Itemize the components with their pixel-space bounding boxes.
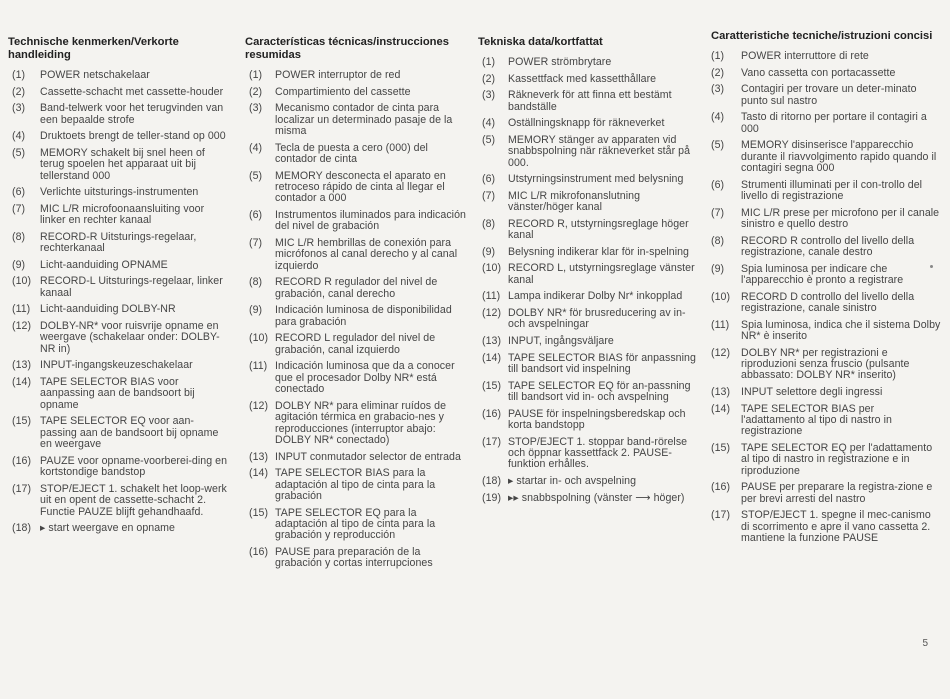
list-item <box>478 90 700 113</box>
item-text: Tecla de puesta a cero (000) del contador de cinta <box>275 141 428 165</box>
item-number: (9) <box>249 304 263 317</box>
item-number: (18) <box>482 474 502 487</box>
item-text: PAUSE para preparación de la grabación y cortas interrupciones <box>275 546 433 570</box>
list-item <box>478 191 700 214</box>
item-text: POWER netschakelaar <box>40 69 150 81</box>
item-number: (11) <box>12 303 31 316</box>
item-text: INPUT selettore degli ingressi <box>741 386 883 398</box>
item-number: (12) <box>482 306 502 319</box>
item-text: Strumenti illuminati per il con-trollo del livello di registrazione <box>741 178 923 202</box>
item-number: (1) <box>711 50 725 62</box>
list-item <box>245 468 467 502</box>
list-item <box>8 304 230 315</box>
list-item <box>711 51 941 62</box>
item-text: TAPE SELECTOR BIAS per l'adattamento al tipo di nastro in registrazione <box>741 402 892 438</box>
item-number: (14) <box>12 375 32 388</box>
item-number: (6) <box>482 173 496 186</box>
item-text: TAPE SELECTOR BIAS para la adaptación al tipo de cinta para la grabación <box>275 467 436 503</box>
list-item <box>711 140 941 174</box>
item-text: PAUSE per preparare la registra-zione e per brevi arresti del nastro <box>741 481 933 505</box>
item-text: MIC L/R prese per microfono per il canale sinistro e quello destro <box>741 206 940 230</box>
item-number: (2) <box>249 85 263 98</box>
item-number: (14) <box>482 351 502 364</box>
list-item <box>711 404 941 438</box>
list-item <box>478 353 700 376</box>
item-number: (10) <box>482 262 502 275</box>
item-text: MEMORY schakelt bij snel heen of terug spoelen het apparaat uit bij tellerstand 000 <box>40 146 205 182</box>
item-number: (6) <box>711 178 725 191</box>
item-number: (19) <box>482 491 502 504</box>
list-item <box>8 456 230 479</box>
item-text: TAPE SELECTOR BIAS voor aanpassing aan de bandsoort bij opname <box>40 375 195 411</box>
list-item <box>478 381 700 404</box>
item-text: Cassette-schacht met cassette-houder <box>40 85 224 98</box>
item-number: (6) <box>249 209 263 221</box>
item-text: TAPE SELECTOR EQ voor aan-passing aan de bandsoort bij opname en weergave <box>40 415 219 451</box>
item-number: (4) <box>711 111 725 124</box>
item-text: ▸ start weergave en opname <box>40 522 175 535</box>
list-item <box>711 510 941 544</box>
item-number: (15) <box>482 379 502 392</box>
list-item <box>245 143 467 166</box>
feature-list <box>8 70 230 535</box>
list-item <box>711 348 941 382</box>
item-number: (8) <box>12 230 26 243</box>
list-item <box>478 437 700 471</box>
item-text: Belysning indikerar klar för in-spelning <box>508 245 690 258</box>
list-item <box>478 493 700 504</box>
list-item <box>8 232 230 255</box>
list-item <box>245 277 467 300</box>
list-item <box>245 171 467 205</box>
list-item <box>478 476 700 487</box>
item-number: (7) <box>12 202 26 215</box>
item-text: Räkneverk för att finna ett bestämt bandställe <box>508 89 672 113</box>
item-number: (17) <box>12 482 32 495</box>
item-text: POWER strömbrytare <box>508 56 612 68</box>
list-item <box>245 361 467 395</box>
list-item <box>711 292 941 315</box>
list-item <box>478 118 700 129</box>
page-number: 5 <box>922 638 928 649</box>
item-text: Licht-aanduiding DOLBY-NR <box>40 303 176 316</box>
list-item <box>478 57 700 68</box>
item-text: Band-telwerk voor het terugvinden van een bepaalde strofe <box>40 102 224 126</box>
item-text: POWER interruptor de red <box>275 69 401 81</box>
list-item <box>478 263 700 286</box>
item-text: Tasto di ritorno per portare il contagiri a 000 <box>741 111 927 135</box>
item-text: PAUSE för inspelningsberedskap och korta bandstopp <box>508 407 686 431</box>
list-item <box>8 377 230 411</box>
item-number: (17) <box>711 509 731 522</box>
item-number: (10) <box>249 332 269 345</box>
item-number: (11) <box>711 318 730 331</box>
column-title: Caratteristiche tecniche/istruzioni concisi <box>711 30 933 42</box>
feature-list <box>478 57 700 504</box>
item-number: (1) <box>249 69 263 81</box>
item-text: Utstyrningsinstrument med belysning <box>508 173 684 186</box>
item-number: (5) <box>249 169 263 182</box>
item-number: (2) <box>482 72 496 85</box>
item-text: RECORD-R Uitsturings-regelaar, rechterkanaal <box>40 230 197 255</box>
item-text: MIC L/R mikrofonanslutning vänster/höger kanal <box>508 189 641 214</box>
item-text: Vano cassetta con portacassette <box>741 66 896 79</box>
item-number: (15) <box>249 506 269 519</box>
column-title: Technische kenmerken/Verkorte handleiding <box>8 36 179 61</box>
item-text: Contagiri per trovare un deter-minato punto sul nastro <box>741 83 917 107</box>
list-item <box>8 260 230 271</box>
item-number: (7) <box>711 206 725 219</box>
feature-list <box>711 51 941 545</box>
list-item <box>8 204 230 227</box>
list-item <box>245 333 467 356</box>
item-number: (5) <box>482 133 496 146</box>
item-number: (9) <box>482 245 496 258</box>
list-item <box>8 276 230 299</box>
item-number: (16) <box>482 407 502 420</box>
item-number: (16) <box>12 454 32 467</box>
column-spanish <box>245 36 467 575</box>
list-item <box>711 443 941 477</box>
item-text: DOLBY-NR* voor ruisvrije opname en weergave (schakelaar onder: DOLBY-NR in) <box>40 319 220 355</box>
list-item <box>245 508 467 542</box>
item-number: (13) <box>711 386 731 398</box>
item-number: (1) <box>12 69 26 81</box>
item-text: ▸ startar in- och avspelning <box>508 474 637 487</box>
item-number: (17) <box>482 435 502 448</box>
item-text: Druktoets brengt de teller-stand op 000 <box>40 130 226 143</box>
item-number: (8) <box>482 217 496 230</box>
item-text: Spia luminosa per indicare che l'apparecchio è pronto a registrare <box>741 262 904 286</box>
column-title: Características técnicas/instrucciones resumidas <box>245 36 449 61</box>
item-number: (9) <box>12 258 26 271</box>
item-number: (2) <box>12 85 26 98</box>
item-text: TAPE SELECTOR EQ för an-passning till bandsort vid in- och avspelning <box>508 379 691 403</box>
item-number: (9) <box>711 262 725 275</box>
item-number: (10) <box>12 275 32 288</box>
item-text: Compartimiento del cassette <box>275 85 411 98</box>
list-item <box>711 68 941 79</box>
item-number: (13) <box>249 450 269 463</box>
item-number: (4) <box>249 141 263 154</box>
print-speck <box>930 265 933 268</box>
item-text: Indicación luminosa de disponibilidad para grabación <box>275 304 452 328</box>
list-item <box>8 416 230 450</box>
item-number: (3) <box>249 102 263 115</box>
item-text: MEMORY stänger av apparaten vid snabbspolning när räkneverket står på 000. <box>508 133 691 169</box>
item-text: Licht-aanduiding OPNAME <box>40 258 168 271</box>
item-text: Mecanismo contador de cinta para localizar un determinado pasaje de la misma <box>275 102 453 137</box>
list-item <box>478 409 700 432</box>
item-text: Indicación luminosa que da a conocer que el procesador Dolby NR* está conectado <box>275 360 455 396</box>
list-item <box>478 135 700 169</box>
item-number: (16) <box>711 481 731 494</box>
item-text: POWER interruttore di rete <box>741 50 869 62</box>
item-number: (10) <box>711 290 731 303</box>
item-text: STOP/EJECT 1. stoppar band-rörelse och öppnar kassettfack 2. PAUSE-funktion erhålles. <box>508 435 688 471</box>
list-item <box>8 187 230 198</box>
item-number: (6) <box>12 186 26 199</box>
item-text: Lampa indikerar Dolby Nr* inkopplad <box>508 290 683 303</box>
feature-list <box>245 70 467 570</box>
item-text: INPUT, ingångsväljare <box>508 334 614 347</box>
list-item <box>711 112 941 135</box>
item-text: TAPE SELECTOR BIAS för anpassning till bandsort vid inspelning <box>508 351 696 375</box>
list-item <box>711 320 941 343</box>
item-text: TAPE SELECTOR EQ per l'adattamento al tipo di nastro in registrazione e in riproduzione <box>741 442 933 477</box>
item-number: (15) <box>711 442 731 454</box>
item-number: (8) <box>249 276 263 289</box>
item-text: STOP/EJECT 1. spegne il mec-canismo di scorrimento e apre il vano cassetta 2. mantiene la funzione PAUSE <box>741 509 931 545</box>
item-number: (7) <box>482 189 496 202</box>
list-item <box>8 148 230 182</box>
list-item <box>245 70 467 81</box>
item-text: DOLBY NR* para eliminar ruídos de agitación térmica en grabacio-nes y reproducciones (interruptor abajo: DOLBY NR* conectado) <box>275 399 447 447</box>
item-number: (3) <box>482 89 496 102</box>
item-number: (15) <box>12 415 32 428</box>
column-swedish <box>478 36 700 509</box>
list-item <box>8 523 230 534</box>
list-item <box>245 401 467 447</box>
list-item <box>245 547 467 570</box>
list-item <box>478 308 700 331</box>
item-number: (14) <box>249 467 269 480</box>
item-text: Spia luminosa, indica che il sistema Dolby NR* è inserito <box>741 318 941 342</box>
item-text: MIC L/R hembrillas de conexión para micrófonos al canal derecho y al canal izquierdo <box>275 237 458 272</box>
item-number: (3) <box>12 102 26 115</box>
item-number: (11) <box>482 290 501 303</box>
list-item <box>245 210 467 233</box>
list-item <box>711 264 941 287</box>
item-text: MEMORY desconecta el aparato en retroceso rápido de cinta al llegar el contador a 000 <box>275 169 446 205</box>
item-text: STOP/EJECT 1. schakelt het loop-werk uit en opent de cassette-schacht 2. Functie PAUZE blijft gehandhaafd. <box>40 482 227 518</box>
list-item <box>8 484 230 518</box>
list-item <box>711 387 941 398</box>
list-item <box>478 247 700 258</box>
item-number: (8) <box>711 234 725 247</box>
item-number: (1) <box>482 56 496 68</box>
item-number: (7) <box>249 237 263 249</box>
item-number: (11) <box>249 360 268 373</box>
list-item <box>245 305 467 328</box>
item-number: (3) <box>711 83 725 96</box>
item-number: (14) <box>711 402 731 415</box>
item-text: TAPE SELECTOR EQ para la adaptación al tipo de cinta para la grabación y reproducción <box>275 506 436 542</box>
list-item <box>478 74 700 85</box>
item-number: (2) <box>711 66 725 79</box>
list-item <box>245 103 467 137</box>
item-text: Verlichte uitsturings-instrumenten <box>40 186 199 199</box>
column-italian <box>711 30 941 550</box>
list-item <box>8 87 230 98</box>
item-text: PAUZE voor opname-voorberei-ding en kortstondige bandstop <box>40 454 228 479</box>
list-item <box>478 291 700 302</box>
list-item <box>478 336 700 347</box>
item-text: RECORD-L Uitsturings-regelaar, linker kanaal <box>40 275 223 299</box>
list-item <box>478 174 700 185</box>
item-number: (4) <box>482 117 496 130</box>
item-text: Oställningsknapp för räkneverket <box>508 117 665 130</box>
item-text: RECORD L, utstyrningsreglage vänster kanal <box>508 262 695 286</box>
item-text: RECORD R regulador del nivel de grabación, canal derecho <box>275 276 438 300</box>
item-text: Instrumentos iluminados para indicación del nivel de grabación <box>275 209 466 233</box>
item-text: DOLBY NR* för brusreducering av in- och avspelningar <box>508 306 686 331</box>
item-number: (12) <box>12 319 32 332</box>
list-item <box>478 219 700 242</box>
column-title: Tekniska data/kortfattat <box>478 36 603 48</box>
item-text: RECORD D controllo del livello della registrazione, canale sinistro <box>741 290 915 314</box>
item-number: (5) <box>12 146 26 159</box>
list-item <box>8 70 230 81</box>
list-item <box>711 84 941 107</box>
list-item <box>245 238 467 272</box>
item-text: RECORD L regulador del nivel de grabación, canal izquierdo <box>275 332 436 356</box>
column-dutch <box>8 36 230 540</box>
item-text: ▸▸ snabbspolning (vänster ⟶ höger) <box>508 491 685 504</box>
list-item <box>245 87 467 98</box>
list-item <box>711 236 941 259</box>
list-item <box>8 321 230 355</box>
item-number: (12) <box>249 399 269 412</box>
list-item <box>711 482 941 505</box>
item-number: (16) <box>249 546 269 559</box>
list-item <box>711 180 941 203</box>
list-item <box>8 103 230 126</box>
item-number: (4) <box>12 130 26 143</box>
item-text: MIC L/R microfoonaansluiting voor linker en rechter kanaal <box>40 202 205 227</box>
item-number: (18) <box>12 522 32 535</box>
item-text: DOLBY NR* per registrazioni e riproduzioni senza fruscio (pulsante abbassato: DOLBY NR* inserito) <box>741 346 910 382</box>
list-item <box>8 360 230 371</box>
item-number: (13) <box>482 334 502 347</box>
item-number: (13) <box>12 359 32 372</box>
item-number: (12) <box>711 346 731 359</box>
item-text: INPUT-ingangskeuzeschakelaar <box>40 359 193 372</box>
list-item <box>8 131 230 142</box>
item-number: (5) <box>711 139 725 152</box>
item-text: INPUT conmutador selector de entrada <box>275 450 461 463</box>
item-text: Kassettfack med kassetthållare <box>508 72 657 85</box>
item-text: MEMORY disinserisce l'apparecchio durante il riavvolgimento rapido quando il contagiri segna 000 <box>741 139 937 174</box>
list-item <box>711 208 941 231</box>
item-text: RECORD R controllo del livello della registrazione, canale destro <box>741 234 915 258</box>
item-text: RECORD R, utstyrningsreglage höger kanal <box>508 217 689 242</box>
list-item <box>245 452 467 463</box>
